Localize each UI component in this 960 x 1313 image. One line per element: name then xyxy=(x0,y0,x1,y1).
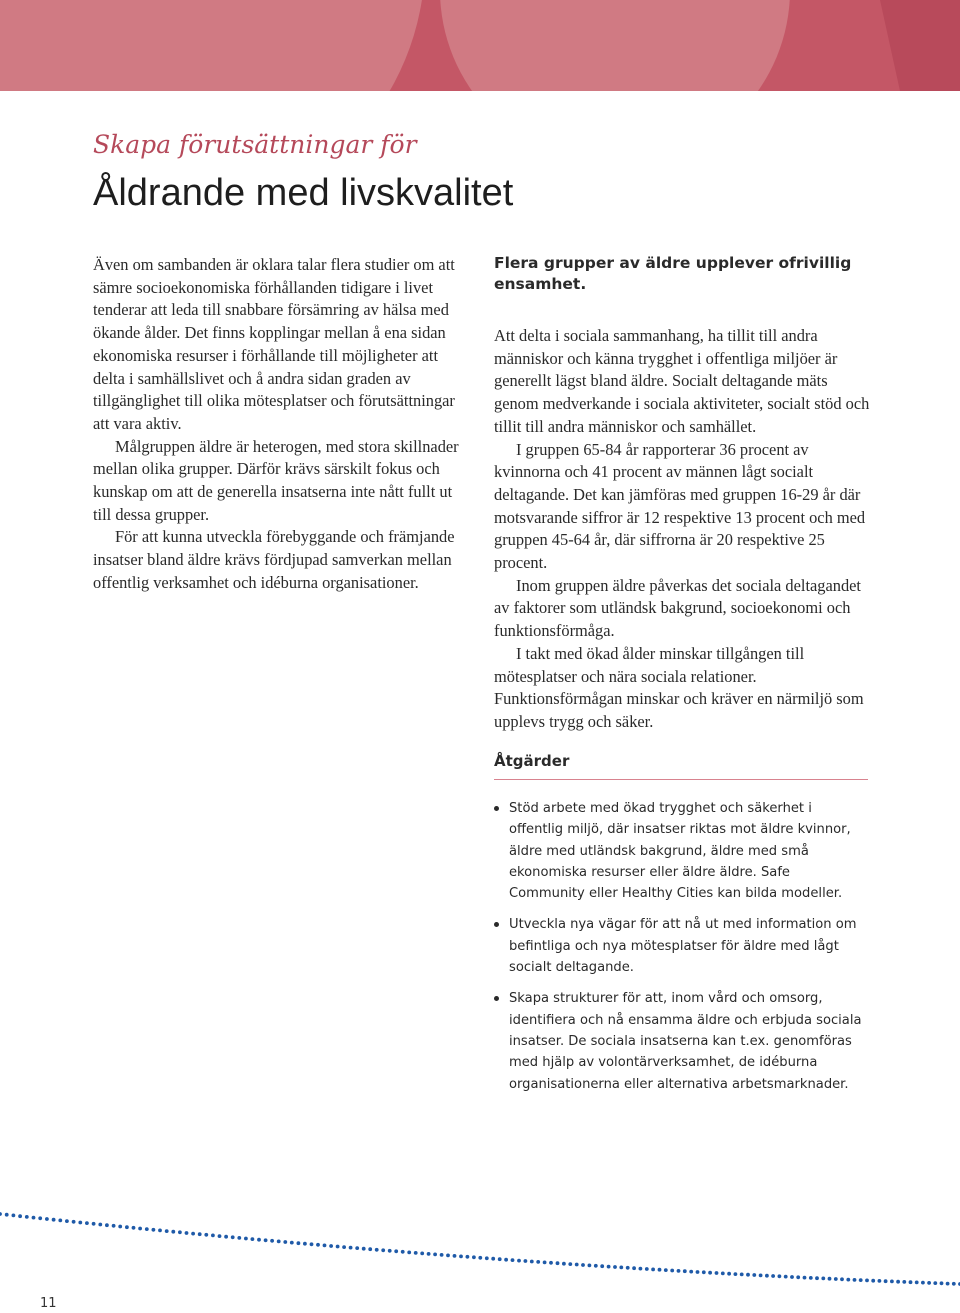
decorative-dot xyxy=(896,1280,900,1284)
decorative-dot xyxy=(715,1271,719,1275)
decorative-dot xyxy=(388,1249,392,1253)
decorative-dot xyxy=(270,1239,274,1243)
decorative-dot xyxy=(329,1244,333,1248)
decorative-dot xyxy=(498,1257,502,1261)
section-heading: Flera grupper av äldre upplever ofrivillig ensamhet. xyxy=(494,254,852,293)
bullet-dot-icon xyxy=(494,996,499,1001)
decorative-dot xyxy=(218,1234,222,1238)
list-item-text: Utveckla nya vägar för att nå ut med information om befintliga och nya mötesplatser för äldre med lågt socialt deltagande. xyxy=(509,917,857,976)
decorative-dot xyxy=(734,1272,738,1276)
bullet-dot-icon xyxy=(494,806,499,811)
decorative-dot xyxy=(940,1281,944,1285)
decorative-dot xyxy=(696,1270,700,1274)
decorative-dot xyxy=(323,1244,327,1248)
decorative-dot xyxy=(420,1252,424,1256)
decorative-dot xyxy=(414,1251,418,1255)
measures-heading: Åtgärder xyxy=(494,752,868,780)
decorative-dot xyxy=(721,1272,725,1276)
decorative-dot xyxy=(355,1246,359,1250)
decorative-dot xyxy=(165,1229,169,1233)
decorative-dot xyxy=(778,1274,782,1278)
decorative-dot xyxy=(362,1247,366,1251)
decorative-dot xyxy=(632,1266,636,1270)
decorative-dot xyxy=(171,1230,175,1234)
decorative-dot xyxy=(466,1255,470,1259)
decorative-dot xyxy=(607,1265,611,1269)
decorative-dot xyxy=(342,1245,346,1249)
decorative-dot xyxy=(664,1268,668,1272)
decorative-dot xyxy=(145,1227,149,1231)
decorative-dot xyxy=(859,1278,863,1282)
decorative-dot xyxy=(316,1243,320,1247)
decorative-dot xyxy=(78,1221,82,1225)
left-paragraph-2: Målgruppen äldre är heterogen, med stora skillnader mellan olika grupper. Därför krävs särskilt fokus och kunskap om att de generella insatserna inte nått fullt ut till dessa grupper. xyxy=(93,436,459,524)
decorative-dot xyxy=(198,1232,202,1236)
decorative-dot xyxy=(504,1258,508,1262)
decorative-dot xyxy=(401,1250,405,1254)
decorative-dot xyxy=(185,1231,189,1235)
decorative-dot xyxy=(771,1274,775,1278)
decorative-dot xyxy=(568,1262,572,1266)
decorative-dot xyxy=(303,1242,307,1246)
decorative-dot xyxy=(138,1227,142,1231)
decorative-dot xyxy=(25,1215,29,1219)
decorative-dot xyxy=(264,1238,268,1242)
decorative-dot xyxy=(815,1276,819,1280)
decorative-dot xyxy=(105,1223,109,1227)
bullet-dot-icon xyxy=(494,922,499,927)
decorative-dot xyxy=(790,1275,794,1279)
decorative-dot xyxy=(946,1282,950,1286)
decorative-dot xyxy=(921,1281,925,1285)
decorative-dot xyxy=(639,1267,643,1271)
banner-circle-left xyxy=(0,0,425,91)
decorative-dot xyxy=(446,1254,450,1258)
decorative-dot xyxy=(575,1263,579,1267)
decorative-dot xyxy=(846,1278,850,1282)
decorative-dot xyxy=(283,1240,287,1244)
decorative-dot xyxy=(45,1217,49,1221)
decorative-dot xyxy=(290,1241,294,1245)
decorative-dot xyxy=(191,1232,195,1236)
decorative-dot xyxy=(581,1263,585,1267)
decorative-dot xyxy=(132,1226,136,1230)
decorative-dot xyxy=(237,1236,241,1240)
measures-list xyxy=(494,798,868,1105)
decorative-dot xyxy=(878,1279,882,1283)
decorative-dot xyxy=(12,1214,16,1218)
decorative-dot xyxy=(257,1238,261,1242)
decorative-dot xyxy=(562,1262,566,1266)
decorative-dot xyxy=(821,1277,825,1281)
decorative-dot xyxy=(594,1264,598,1268)
decorative-dot xyxy=(427,1252,431,1256)
decorative-dot xyxy=(52,1218,56,1222)
decorative-dot xyxy=(834,1277,838,1281)
decorative-dot xyxy=(72,1220,76,1224)
decorative-dot xyxy=(92,1222,96,1226)
decorative-dot xyxy=(231,1235,235,1239)
decorative-dot xyxy=(677,1269,681,1273)
page-subtitle: Skapa förutsättningar för xyxy=(93,130,417,159)
list-item xyxy=(494,914,868,978)
decorative-dot xyxy=(752,1273,756,1277)
decorative-dot xyxy=(536,1260,540,1264)
decorative-dot xyxy=(517,1259,521,1263)
decorative-dot xyxy=(511,1258,515,1262)
list-item xyxy=(494,798,868,904)
decorative-dot xyxy=(619,1266,623,1270)
decorative-dot xyxy=(915,1281,919,1285)
decorative-dot xyxy=(152,1228,156,1232)
decorative-dot xyxy=(670,1269,674,1273)
left-paragraph-3: För att kunna utveckla förebyggande och främjande insatser bland äldre krävs fördjupad samverkan mellan offentlig verksamhet och idéburna organisationer. xyxy=(93,527,455,592)
decorative-dot xyxy=(871,1279,875,1283)
decorative-banner-shapes xyxy=(0,0,960,91)
decorative-dotted-curve xyxy=(0,1180,960,1290)
decorative-dot xyxy=(708,1271,712,1275)
decorative-dot xyxy=(211,1234,215,1238)
decorative-dot xyxy=(828,1277,832,1281)
right-paragraph-3: Inom gruppen äldre påverkas det sociala deltagandet av faktorer som utländsk bakgrund, socioekonomi och funktionsförmåga. xyxy=(494,575,861,641)
decorative-dot xyxy=(459,1255,463,1259)
decorative-dot xyxy=(18,1214,22,1218)
decorative-dot xyxy=(524,1259,528,1263)
decorative-dot xyxy=(702,1270,706,1274)
decorative-dot xyxy=(658,1268,662,1272)
decorative-dot xyxy=(98,1223,102,1227)
decorative-dot xyxy=(394,1249,398,1253)
decorative-dot xyxy=(651,1268,655,1272)
decorative-dot xyxy=(485,1256,489,1260)
decorative-dot xyxy=(803,1276,807,1280)
header-banner xyxy=(0,0,960,91)
decorative-dot xyxy=(543,1261,547,1265)
page-number: 11 xyxy=(40,1296,57,1311)
decorative-dot xyxy=(472,1255,476,1259)
decorative-dot xyxy=(5,1213,9,1217)
page-title: Åldrande med livskvalitet xyxy=(93,172,514,214)
decorative-dot xyxy=(933,1281,937,1285)
decorative-dot xyxy=(683,1269,687,1273)
decorative-dot xyxy=(178,1230,182,1234)
decorative-dot xyxy=(727,1272,731,1276)
decorative-dot xyxy=(0,1212,2,1216)
banner-circle-right xyxy=(440,0,790,91)
decorative-dot xyxy=(244,1237,248,1241)
decorative-dot xyxy=(556,1261,560,1265)
decorative-dot xyxy=(840,1277,844,1281)
decorative-dot xyxy=(349,1246,353,1250)
decorative-dot xyxy=(433,1253,437,1257)
decorative-dot xyxy=(626,1266,630,1270)
right-paragraph-2: I gruppen 65-84 år rapporterar 36 procent av kvinnorna och 41 procent av männen lågt socialt deltagande. Det kan jämföras med gruppen 16-29 år där motsvarande siffror är 12 respektive 13 procent och med gruppen 45-64 år, där siffrorna är 20 respektive 25 procent. xyxy=(494,439,866,573)
decorative-dot xyxy=(927,1281,931,1285)
left-column xyxy=(93,254,465,595)
list-item-text: Stöd arbete med ökad trygghet och säkerhet i offentlig miljö, där insatser riktas mot äldre kvinnor, äldre med utländsk bakgrund, äldre med små ekonomiska resurser eller äldre äldre. Safe Community eller Healthy Cities kan bilda modeller. xyxy=(509,801,851,902)
right-column xyxy=(494,253,870,734)
decorative-dot xyxy=(125,1225,129,1229)
decorative-dot xyxy=(740,1273,744,1277)
decorative-dot xyxy=(645,1267,649,1271)
list-item-text: Skapa strukturer för att, inom vård och omsorg, identifiera och nå ensamma äldre och erbjuda sociala insatser. De sociala insatserna kan t.ex. genomföras med hjälp av volontärverksamhet, de idéburna organisationerna eller alternativa arbetsmarknader. xyxy=(509,991,862,1092)
decorative-dot xyxy=(297,1241,301,1245)
decorative-dot xyxy=(588,1264,592,1268)
decorative-dot xyxy=(310,1242,314,1246)
decorative-dot xyxy=(613,1265,617,1269)
decorative-dot xyxy=(336,1245,340,1249)
decorative-dot xyxy=(796,1275,800,1279)
decorative-dot xyxy=(158,1229,162,1233)
decorative-dot xyxy=(530,1260,534,1264)
decorative-dot xyxy=(368,1247,372,1251)
decorative-dot xyxy=(853,1278,857,1282)
right-paragraph-1: Att delta i sociala sammanhang, ha tillit till andra människor och känna trygghet i offentliga miljöer är generellt lägst bland äldre. Socialt deltagande mäts genom medverkande i sociala aktiviteter, socialt stöd och tillit till andra människor och samhället. xyxy=(494,326,870,436)
decorative-dot xyxy=(784,1275,788,1279)
decorative-dot xyxy=(58,1219,62,1223)
list-item xyxy=(494,988,868,1094)
decorative-dot xyxy=(759,1274,763,1278)
decorative-dot xyxy=(765,1274,769,1278)
decorative-dot xyxy=(440,1253,444,1257)
decorative-dot xyxy=(902,1280,906,1284)
decorative-dot xyxy=(118,1225,122,1229)
decorative-dot xyxy=(549,1261,553,1265)
decorative-dot xyxy=(909,1280,913,1284)
decorative-dot xyxy=(375,1248,379,1252)
measures-section xyxy=(494,752,868,1092)
decorative-dot xyxy=(865,1279,869,1283)
decorative-dot xyxy=(112,1224,116,1228)
decorative-dot xyxy=(38,1216,42,1220)
decorative-dot xyxy=(478,1256,482,1260)
decorative-dot xyxy=(65,1219,69,1223)
left-paragraph-1: Även om sambanden är oklara talar flera studier om att sämre socioekonomiska förhållanden tidigare i livet tenderar att leda till snabbare försämring av hälsa med ökande ålder. Det finns kopplingar mellan å ena sidan ekonomiska resurser i förhållande till möjligheter att delta i samhällslivet och å andra sidan graden av tillgänglighet till olika mötesplatser och förutsättningar att vara aktiv. xyxy=(93,255,455,433)
decorative-dot xyxy=(407,1251,411,1255)
decorative-dot xyxy=(491,1257,495,1261)
decorative-dot xyxy=(204,1233,208,1237)
decorative-dot xyxy=(689,1270,693,1274)
decorative-dot xyxy=(381,1248,385,1252)
decorative-dot xyxy=(224,1235,228,1239)
decorative-dot xyxy=(746,1273,750,1277)
decorative-dot xyxy=(600,1264,604,1268)
right-paragraph-4: I takt med ökad ålder minskar tillgången till mötesplatser och nära sociala relationer. Funktionsförmågan minskar och kräver en närmiljö som upplevs trygg och säker. xyxy=(494,643,864,731)
decorative-dot xyxy=(85,1221,89,1225)
decorative-dot xyxy=(890,1280,894,1284)
decorative-dot xyxy=(952,1282,956,1286)
decorative-dot xyxy=(453,1254,457,1258)
decorative-dot xyxy=(32,1216,36,1220)
decorative-dot xyxy=(884,1279,888,1283)
decorative-dot xyxy=(809,1276,813,1280)
decorative-dot xyxy=(277,1240,281,1244)
decorative-dot xyxy=(251,1237,255,1241)
